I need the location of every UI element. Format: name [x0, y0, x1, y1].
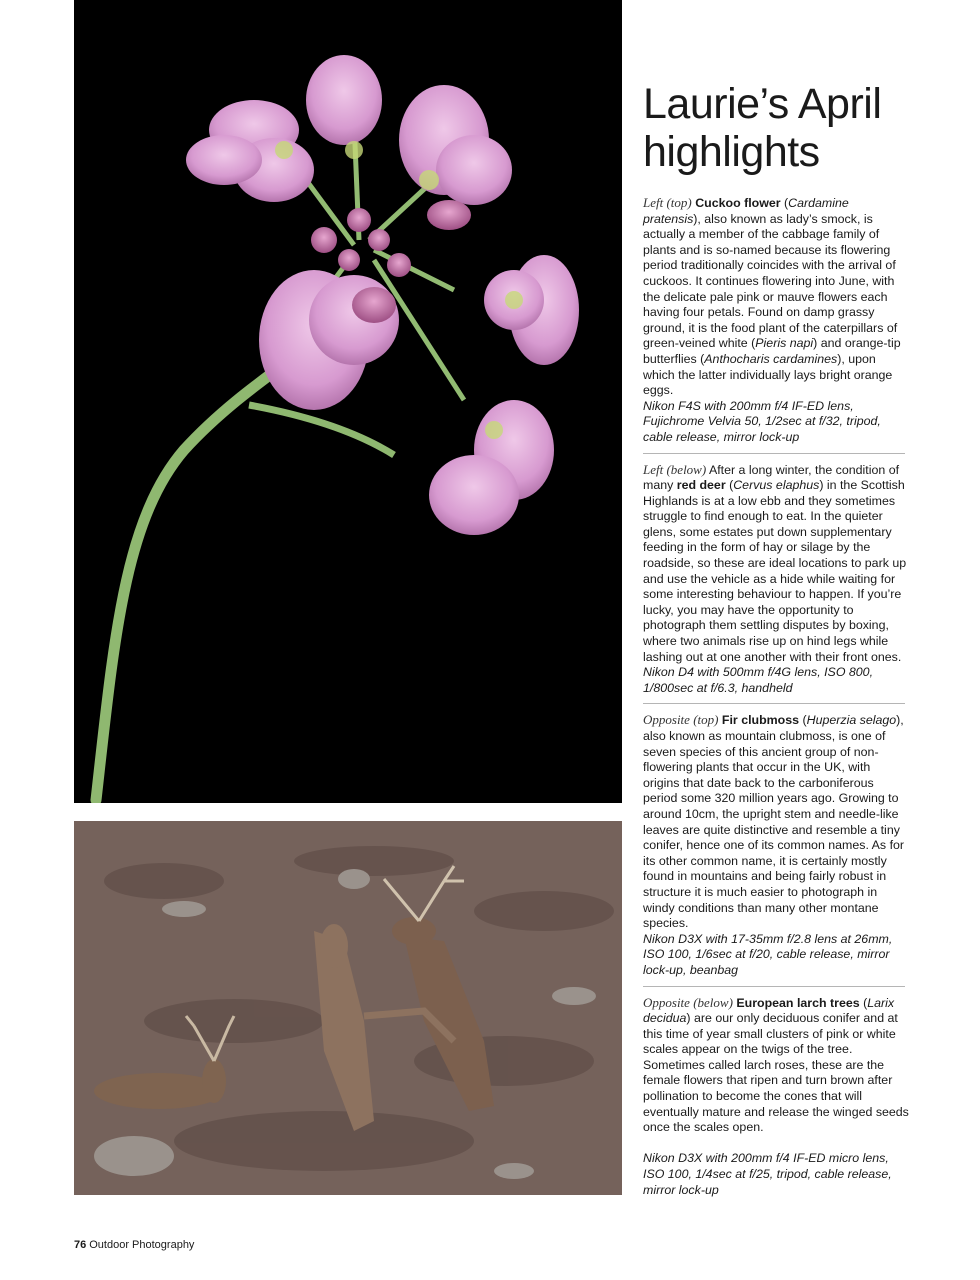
- caption-subject: red deer: [676, 478, 726, 493]
- divider: [643, 453, 905, 454]
- page-number: 76: [74, 1239, 87, 1251]
- caption-location: Left (below): [643, 461, 707, 477]
- caption-subject: Fir clubmoss: [721, 713, 800, 728]
- caption-tech-details: Nikon D4 with 500mm f/4G lens, ISO 800, 1/800sec at f/6.3, handheld: [643, 665, 874, 695]
- caption-red-deer: Left (below) After a long winter, the condition of many red deer (Cervus elaphus) in the Scottish Highlands is at a low ebb and they sometimes struggle to find enough to eat. In the quieter glens, some estates put down supplementary feeding in the form of hay or silage by the roadside, so these are ideal locations to park up and use the vehicle as a hide while waiting for some interesting behaviour to happen. If you’re lucky, you may have the opportunity to photograph them settling disputes by boxing, where two animals rise up on hind legs while lashing out at one another with their front ones. Nikon D4 with 500mm f/4G lens, ISO 800, 1/800sec at f/6.3, handheld: [643, 462, 909, 697]
- page-folio: [74, 1239, 194, 1251]
- caption-location: Opposite (below): [643, 994, 733, 1010]
- cuckoo-flower-photo: [74, 0, 622, 803]
- caption-larch-trees: Opposite (below) European larch trees (Larix decidua) are our only deciduous conifer and at this time of year small clusters of pink or white scales appear on the twigs of the tree. Sometimes called larch roses, these are the female flowers that ripen and turn brown after pollination to become the cones that will eventually mature and release the winged seeds once the scales open. Nikon D3X with 200mm f/4 IF-ED micro lens, ISO 100, 1/4sec at f/25, tripod, cable release, mirror lock-up: [643, 994, 909, 1197]
- caption-tech-details: Nikon F4S with 200mm f/4 IF-ED lens, Fujichrome Velvia 50, 1/2sec at f/32, tripod, cable release, mirror lock-up: [643, 398, 881, 444]
- page-headline: Laurie’s April highlights: [643, 80, 882, 176]
- caption-subject: Cuckoo flower: [695, 196, 781, 210]
- divider: [643, 986, 905, 987]
- caption-tech-details: Nikon D3X with 200mm f/4 IF-ED micro lens, ISO 100, 1/4sec at f/25, tripod, cable release, mirror lock-up: [643, 1151, 892, 1197]
- red-deer-photo: [74, 821, 622, 1195]
- caption-cuckoo-flower: Left (top) Cuckoo flower (Cardamine pratensis), also known as lady’s smock, is actually a member of the cabbage family of plants and is so-named because its flowering period traditionally coincides with the arrival of cuckoos. It continues flowering into June, with the delicate pale pink or mauve flowers each having four petals. Found on damp grassy ground, it is the food plant of the caterpillars of green-veined white (Pieris napi) and orange-tip butterflies (Anthocharis cardamines), upon which the latter individually lays bright orange eggs. Nikon F4S with 200mm f/4 IF-ED lens, Fujichrome Velvia 50, 1/2sec at f/32, tripod, cable release, mirror lock-up: [643, 195, 909, 446]
- caption-location: Left (top): [643, 195, 692, 210]
- caption-tech-details: Nikon D3X with 17-35mm f/2.8 lens at 26mm, ISO 100, 1/6sec at f/20, cable release, mirror lock-up, beanbag: [643, 931, 893, 977]
- publication-name: Outdoor Photography: [89, 1239, 195, 1251]
- caption-subject: European larch trees: [736, 995, 860, 1010]
- captions-column: [643, 195, 909, 1198]
- divider: [643, 703, 905, 704]
- caption-location: Opposite (top): [643, 712, 719, 728]
- caption-fir-clubmoss: Opposite (top) Fir clubmoss (Huperzia selago), also known as mountain clubmoss, is one of seven species of this ancient group of non-flowering plants that occur in the UK, with origins that date back to the carboniferous period some 320 million years ago. Growing to around 10cm, the upright stem and needle-like leaves are quite distinctive and resemble a tiny conifer, hence one of its common names. As for its other common name, it is certainly mostly found in mountains and being fairly robust in structure it is much easier to photograph in windy conditions than many other montane species. Nikon D3X with 17-35mm f/2.8 lens at 26mm, ISO 100, 1/6sec at f/20, cable release, mirror lock-up, beanbag: [643, 712, 909, 978]
